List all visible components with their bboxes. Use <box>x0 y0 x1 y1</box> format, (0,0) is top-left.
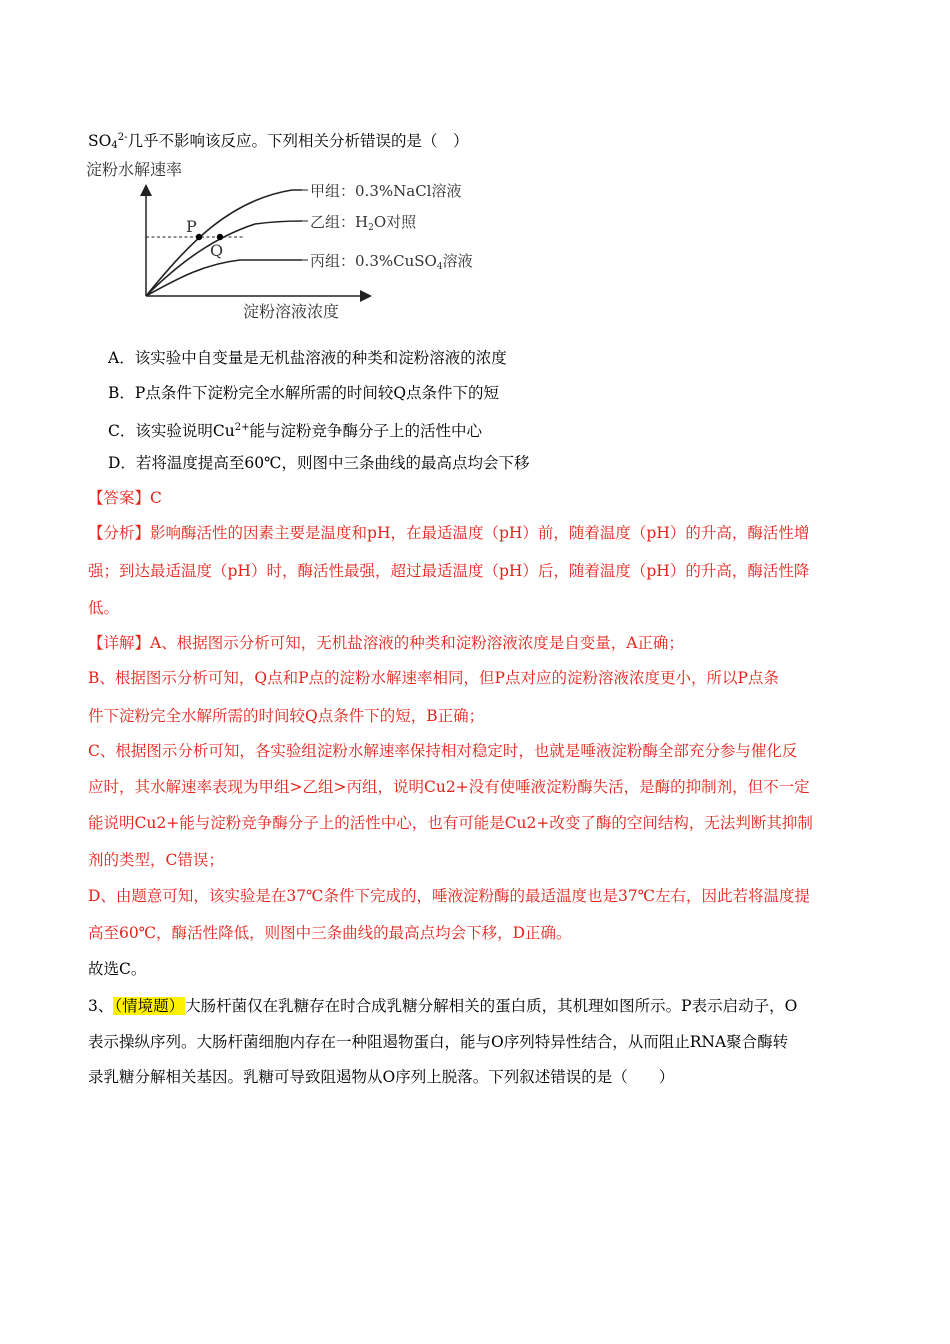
detail-line-4: C、根据图示分析可知，各实验组淀粉水解速率保持相对稳定时，也就是唾液淀粉酶全部充分参与催化反 <box>88 742 798 760</box>
analysis-text: 影响酶活性的因素主要是温度和pH，在最适温度（pH）前，随着温度（pH）的升高，酶活性增 <box>150 524 810 542</box>
scenario-tag: （情境题） <box>114 997 185 1015</box>
option-a: A．该实验中自变量是无机盐溶液的种类和淀粉溶液的浓度 <box>108 349 507 367</box>
detail-text: A、根据图示分析可知，无机盐溶液的种类和淀粉溶液浓度是自变量，A正确； <box>150 634 684 652</box>
point-q-label: Q <box>210 241 224 260</box>
point-q <box>217 234 223 240</box>
intro-text: 几乎不影响该反应。下列相关分析错误的是（ ） <box>127 132 469 150</box>
analysis-line-1 <box>88 522 809 544</box>
option-c-text: C．该实验说明Cu <box>108 422 235 440</box>
option-d: D．若将温度提高至60℃，则图中三条曲线的最高点均会下移 <box>108 454 530 472</box>
detail-line-1 <box>88 632 684 654</box>
x-axis-label: 淀粉溶液浓度 <box>243 302 340 321</box>
answer-line <box>88 487 162 509</box>
detail-line-2: B、根据图示分析可知，Q点和P点的淀粉水解速率相同，但P点对应的淀粉溶液浓度更小，所以P点条 <box>88 669 779 687</box>
series-label-bing: 丙组：0.3%CuSO$_4$溶液 <box>310 252 473 272</box>
series-label-yi: 乙组：$H_2O$对照 <box>310 213 417 233</box>
answer-label: 【答案】 <box>88 489 151 507</box>
question-number: 3、 <box>88 997 114 1015</box>
analysis-line-3: 低。 <box>88 599 120 617</box>
sulfate-charge: 2- <box>117 132 128 143</box>
detail-line-9: 高至60℃，酶活性降低，则图中三条曲线的最高点均会下移，D正确。 <box>88 924 572 942</box>
y-axis-label: 淀粉水解速率 <box>86 160 183 179</box>
starch-hydrolysis-chart <box>80 152 500 322</box>
detail-line-6: 能说明Cu2+能与淀粉竞争酶分子上的活性中心，也有可能是Cu2+改变了酶的空间结构，无法判断其抑制 <box>88 814 813 832</box>
sulfate-formula: SO <box>88 132 112 150</box>
conclusion: 故选C。 <box>88 960 147 978</box>
question-3-line-3: 录乳糖分解相关基因。乳糖可导致阻遏物从O序列上脱落。下列叙述错误的是（ ） <box>88 1068 675 1086</box>
point-p-label: P <box>186 217 197 236</box>
answer-value: C <box>150 489 162 507</box>
analysis-line-2: 强；到达最适温度（pH）时，酶活性最强，超过最适温度（pH）后，随着温度（pH）的升高，酶活性降 <box>88 562 810 580</box>
series-label-jia: 甲组：0.3%NaCl溶液 <box>310 182 462 200</box>
detail-label: 【详解】 <box>88 634 151 652</box>
detail-line-8: D、由题意可知，该实验是在37℃条件下完成的，唾液淀粉酶的最适温度也是37℃左右，因此若将温度提 <box>88 887 811 905</box>
question-3-line-1 <box>88 995 797 1017</box>
option-c-rest: 能与淀粉竞争酶分子上的活性中心 <box>249 422 482 440</box>
question-3-line-2: 表示操纵序列。大肠杆菌细胞内存在一种阻遏物蛋白，能与O序列特异性结合，从而阻止RNA聚合酶转 <box>88 1033 789 1051</box>
analysis-label: 【分析】 <box>88 524 151 542</box>
sulfate-subscript: 4 <box>111 140 118 151</box>
series-line-bing <box>146 260 302 296</box>
detail-line-5: 应时，其水解速率表现为甲组>乙组>丙组，说明Cu2+没有使唾液淀粉酶失活，是酶的抑制剂，但不一定 <box>88 778 810 796</box>
detail-line-7: 剂的类型，C错误； <box>88 851 224 869</box>
copper-charge: 2+ <box>234 422 250 433</box>
option-c <box>108 417 482 442</box>
series-line-yi <box>146 221 302 296</box>
detail-line-3: 件下淀粉完全水解所需的时间较Q点条件下的短，B正确； <box>88 707 485 725</box>
question-3-text: 大肠杆菌仅在乳糖存在时合成乳糖分解相关的蛋白质，其机理如图所示。P表示启动子，O <box>185 997 798 1015</box>
option-b: B．P点条件下淀粉完全水解所需的时间较Q点条件下的短 <box>108 384 500 402</box>
series-line-jia <box>146 190 302 296</box>
